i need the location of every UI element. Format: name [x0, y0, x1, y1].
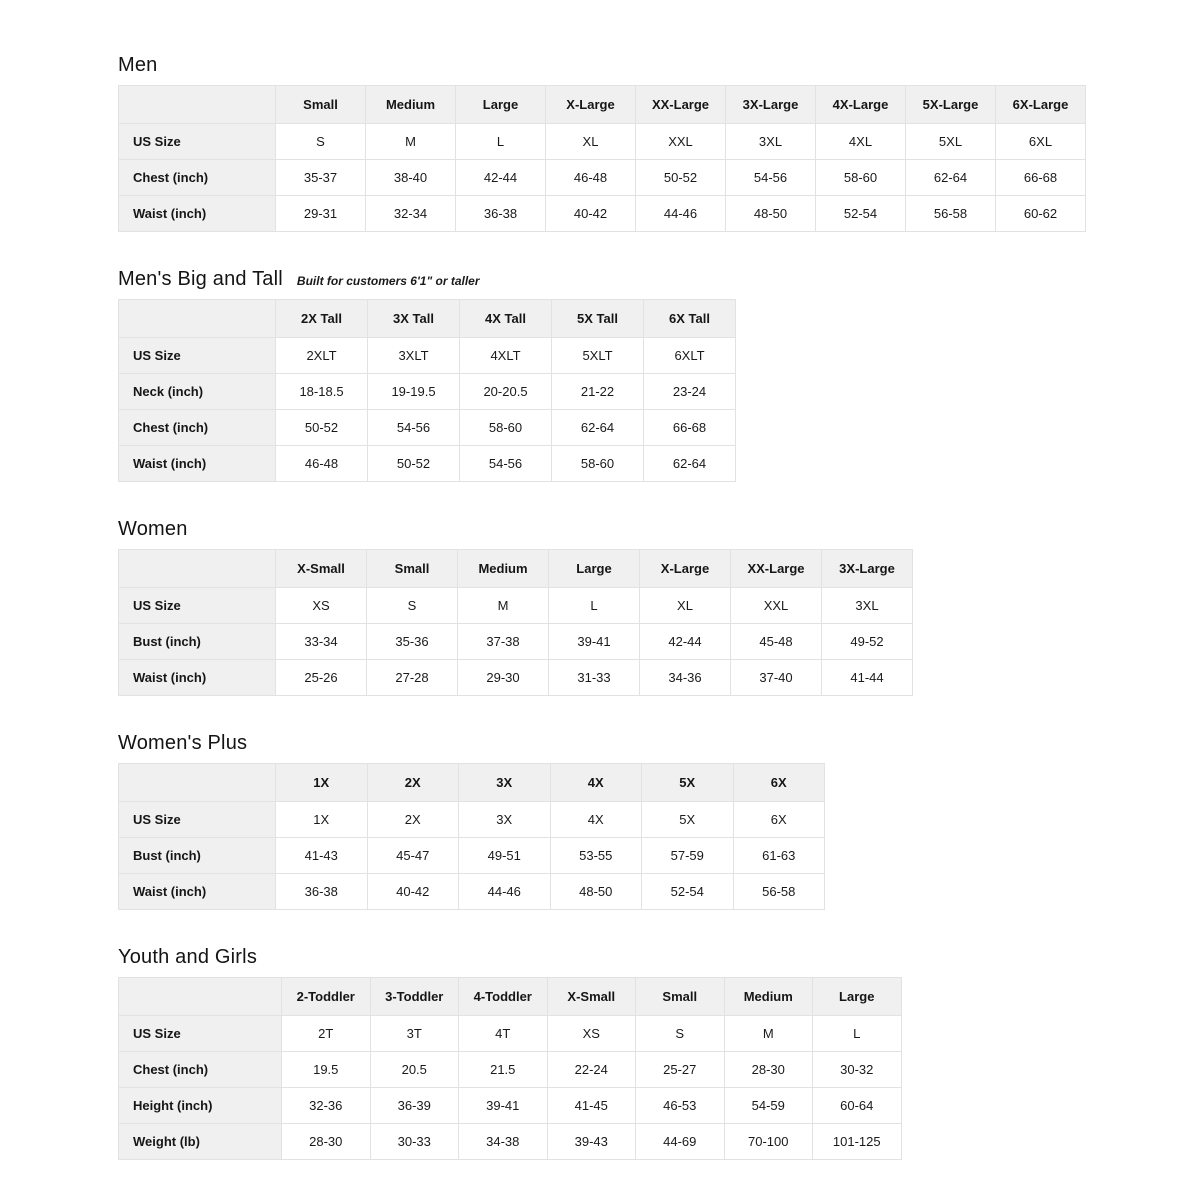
row-label: US Size: [119, 1016, 282, 1052]
column-header: X-Small: [276, 550, 367, 588]
column-header: X-Small: [547, 978, 636, 1016]
value-cell: 38-40: [366, 160, 456, 196]
value-cell: 21-22: [552, 374, 644, 410]
value-cell: 25-27: [636, 1052, 725, 1088]
value-cell: 25-26: [276, 660, 367, 696]
row-label: US Size: [119, 124, 276, 160]
column-header: 4X-Large: [816, 86, 906, 124]
value-cell: 19.5: [282, 1052, 371, 1088]
value-cell: 36-38: [456, 196, 546, 232]
table-row: [119, 124, 1086, 160]
size-chart-section-womens-plus: [118, 732, 1200, 910]
row-label: US Size: [119, 802, 276, 838]
table-header-row: [119, 764, 825, 802]
value-cell: 45-47: [367, 838, 459, 874]
table-row: [119, 1124, 902, 1160]
corner-cell: [119, 86, 276, 124]
table-row: [119, 160, 1086, 196]
value-cell: 30-32: [813, 1052, 902, 1088]
value-cell: 5XLT: [552, 338, 644, 374]
value-cell: 2T: [282, 1016, 371, 1052]
value-cell: 3XL: [726, 124, 816, 160]
value-cell: L: [813, 1016, 902, 1052]
value-cell: 4XL: [816, 124, 906, 160]
column-header: 6X Tall: [644, 300, 736, 338]
value-cell: 3X: [459, 802, 551, 838]
value-cell: 57-59: [642, 838, 734, 874]
value-cell: M: [724, 1016, 813, 1052]
table-row: [119, 1052, 902, 1088]
value-cell: XS: [547, 1016, 636, 1052]
row-label: Waist (inch): [119, 874, 276, 910]
row-label: Weight (lb): [119, 1124, 282, 1160]
table-row: [119, 624, 913, 660]
value-cell: 35-37: [276, 160, 366, 196]
value-cell: 37-38: [458, 624, 549, 660]
column-header: Large: [813, 978, 902, 1016]
value-cell: 5X: [642, 802, 734, 838]
value-cell: 60-64: [813, 1088, 902, 1124]
table-header-row: [119, 86, 1086, 124]
value-cell: 34-38: [459, 1124, 548, 1160]
column-header: X-Large: [640, 550, 731, 588]
column-header: 1X: [276, 764, 368, 802]
value-cell: 39-41: [549, 624, 640, 660]
value-cell: 6X: [733, 802, 825, 838]
value-cell: 48-50: [550, 874, 642, 910]
value-cell: XL: [640, 588, 731, 624]
column-header: Small: [636, 978, 725, 1016]
value-cell: 22-24: [547, 1052, 636, 1088]
value-cell: 48-50: [726, 196, 816, 232]
value-cell: 52-54: [816, 196, 906, 232]
column-header: Large: [456, 86, 546, 124]
table-row: [119, 196, 1086, 232]
section-header: [118, 732, 1200, 754]
value-cell: 66-68: [644, 410, 736, 446]
value-cell: M: [458, 588, 549, 624]
corner-cell: [119, 300, 276, 338]
column-header: Small: [367, 550, 458, 588]
row-label: Bust (inch): [119, 838, 276, 874]
value-cell: S: [636, 1016, 725, 1052]
value-cell: 49-51: [459, 838, 551, 874]
size-chart-section-mens-big-and-tall: [118, 268, 1200, 482]
value-cell: 44-46: [636, 196, 726, 232]
value-cell: 40-42: [367, 874, 459, 910]
table-row: [119, 838, 825, 874]
section-subtitle: Built for customers 6'1" or taller: [296, 274, 480, 288]
row-label: Waist (inch): [119, 196, 276, 232]
value-cell: 41-43: [276, 838, 368, 874]
row-label: US Size: [119, 338, 276, 374]
column-header: XX-Large: [731, 550, 822, 588]
corner-cell: [119, 764, 276, 802]
youth-and-girls-size-table: [118, 977, 902, 1160]
value-cell: 101-125: [813, 1124, 902, 1160]
section-header: [118, 946, 1200, 968]
value-cell: 5XL: [906, 124, 996, 160]
value-cell: 54-59: [724, 1088, 813, 1124]
column-header: 2X Tall: [276, 300, 368, 338]
value-cell: 36-38: [276, 874, 368, 910]
value-cell: 20.5: [370, 1052, 459, 1088]
value-cell: 53-55: [550, 838, 642, 874]
column-header: Medium: [458, 550, 549, 588]
value-cell: 58-60: [460, 410, 552, 446]
value-cell: 21.5: [459, 1052, 548, 1088]
column-header: 3-Toddler: [370, 978, 459, 1016]
row-label: Bust (inch): [119, 624, 276, 660]
table-row: [119, 802, 825, 838]
value-cell: XXL: [636, 124, 726, 160]
value-cell: 56-58: [733, 874, 825, 910]
value-cell: 50-52: [368, 446, 460, 482]
table-row: [119, 446, 736, 482]
value-cell: 39-41: [459, 1088, 548, 1124]
value-cell: XL: [546, 124, 636, 160]
section-title: Men's Big and Tall: [118, 268, 283, 290]
value-cell: 4T: [459, 1016, 548, 1052]
value-cell: 30-33: [370, 1124, 459, 1160]
value-cell: 27-28: [367, 660, 458, 696]
section-title: Men: [118, 54, 158, 76]
value-cell: 6XL: [996, 124, 1086, 160]
men-size-table: [118, 85, 1086, 232]
value-cell: 4X: [550, 802, 642, 838]
value-cell: 42-44: [456, 160, 546, 196]
table-row: [119, 874, 825, 910]
table-row: [119, 1016, 902, 1052]
value-cell: 66-68: [996, 160, 1086, 196]
value-cell: 62-64: [906, 160, 996, 196]
value-cell: 29-30: [458, 660, 549, 696]
size-chart-section-women: [118, 518, 1200, 696]
value-cell: 61-63: [733, 838, 825, 874]
value-cell: 41-44: [822, 660, 913, 696]
section-title: Women's Plus: [118, 732, 248, 754]
size-chart-sections: [118, 54, 1200, 1160]
value-cell: 54-56: [368, 410, 460, 446]
corner-cell: [119, 978, 282, 1016]
value-cell: XS: [276, 588, 367, 624]
table-row: [119, 1088, 902, 1124]
value-cell: 39-43: [547, 1124, 636, 1160]
value-cell: 50-52: [276, 410, 368, 446]
value-cell: 28-30: [282, 1124, 371, 1160]
column-header: Medium: [366, 86, 456, 124]
value-cell: 46-48: [546, 160, 636, 196]
value-cell: 44-69: [636, 1124, 725, 1160]
value-cell: 31-33: [549, 660, 640, 696]
value-cell: 54-56: [726, 160, 816, 196]
value-cell: 19-19.5: [368, 374, 460, 410]
row-label: Neck (inch): [119, 374, 276, 410]
value-cell: 23-24: [644, 374, 736, 410]
value-cell: 41-45: [547, 1088, 636, 1124]
section-title: Youth and Girls: [118, 946, 258, 968]
value-cell: 37-40: [731, 660, 822, 696]
value-cell: 45-48: [731, 624, 822, 660]
column-header: 3X-Large: [726, 86, 816, 124]
column-header: 5X Tall: [552, 300, 644, 338]
value-cell: 29-31: [276, 196, 366, 232]
value-cell: 2X: [367, 802, 459, 838]
row-label: Chest (inch): [119, 160, 276, 196]
section-title: Women: [118, 518, 188, 540]
mens-big-and-tall-size-table: [118, 299, 736, 482]
table-header-row: [119, 978, 902, 1016]
value-cell: 20-20.5: [460, 374, 552, 410]
value-cell: 46-48: [276, 446, 368, 482]
column-header: 3X: [459, 764, 551, 802]
womens-plus-size-table: [118, 763, 825, 910]
column-header: Large: [549, 550, 640, 588]
column-header: 5X: [642, 764, 734, 802]
column-header: 2X: [367, 764, 459, 802]
column-header: 3X Tall: [368, 300, 460, 338]
table-row: [119, 588, 913, 624]
column-header: XX-Large: [636, 86, 726, 124]
table-header-row: [119, 550, 913, 588]
row-label: Chest (inch): [119, 1052, 282, 1088]
value-cell: 4XLT: [460, 338, 552, 374]
row-label: Chest (inch): [119, 410, 276, 446]
value-cell: 35-36: [367, 624, 458, 660]
section-header: [118, 268, 1200, 290]
value-cell: 62-64: [644, 446, 736, 482]
value-cell: 58-60: [552, 446, 644, 482]
value-cell: XXL: [731, 588, 822, 624]
column-header: 3X-Large: [822, 550, 913, 588]
value-cell: 3XLT: [368, 338, 460, 374]
value-cell: 28-30: [724, 1052, 813, 1088]
value-cell: 3T: [370, 1016, 459, 1052]
value-cell: 18-18.5: [276, 374, 368, 410]
value-cell: 6XLT: [644, 338, 736, 374]
value-cell: 3XL: [822, 588, 913, 624]
section-header: [118, 54, 1200, 76]
value-cell: 58-60: [816, 160, 906, 196]
row-label: Height (inch): [119, 1088, 282, 1124]
value-cell: 54-56: [460, 446, 552, 482]
value-cell: 42-44: [640, 624, 731, 660]
column-header: 2-Toddler: [282, 978, 371, 1016]
value-cell: 40-42: [546, 196, 636, 232]
column-header: 4X Tall: [460, 300, 552, 338]
value-cell: 50-52: [636, 160, 726, 196]
women-size-table: [118, 549, 913, 696]
value-cell: 62-64: [552, 410, 644, 446]
table-row: [119, 338, 736, 374]
value-cell: L: [549, 588, 640, 624]
section-header: [118, 518, 1200, 540]
value-cell: 49-52: [822, 624, 913, 660]
row-label: US Size: [119, 588, 276, 624]
value-cell: 36-39: [370, 1088, 459, 1124]
row-label: Waist (inch): [119, 660, 276, 696]
value-cell: L: [456, 124, 546, 160]
column-header: Small: [276, 86, 366, 124]
column-header: 6X: [733, 764, 825, 802]
value-cell: 34-36: [640, 660, 731, 696]
column-header: 4-Toddler: [459, 978, 548, 1016]
value-cell: 52-54: [642, 874, 734, 910]
value-cell: M: [366, 124, 456, 160]
value-cell: 32-36: [282, 1088, 371, 1124]
value-cell: 60-62: [996, 196, 1086, 232]
value-cell: S: [367, 588, 458, 624]
table-row: [119, 660, 913, 696]
table-row: [119, 374, 736, 410]
value-cell: 70-100: [724, 1124, 813, 1160]
table-header-row: [119, 300, 736, 338]
size-chart-section-youth-and-girls: [118, 946, 1200, 1160]
column-header: X-Large: [546, 86, 636, 124]
value-cell: 44-46: [459, 874, 551, 910]
column-header: Medium: [724, 978, 813, 1016]
value-cell: 32-34: [366, 196, 456, 232]
column-header: 5X-Large: [906, 86, 996, 124]
value-cell: 33-34: [276, 624, 367, 660]
value-cell: 56-58: [906, 196, 996, 232]
row-label: Waist (inch): [119, 446, 276, 482]
column-header: 4X: [550, 764, 642, 802]
table-row: [119, 410, 736, 446]
value-cell: 2XLT: [276, 338, 368, 374]
corner-cell: [119, 550, 276, 588]
value-cell: 46-53: [636, 1088, 725, 1124]
value-cell: 1X: [276, 802, 368, 838]
value-cell: S: [276, 124, 366, 160]
column-header: 6X-Large: [996, 86, 1086, 124]
size-chart-section-men: [118, 54, 1200, 232]
